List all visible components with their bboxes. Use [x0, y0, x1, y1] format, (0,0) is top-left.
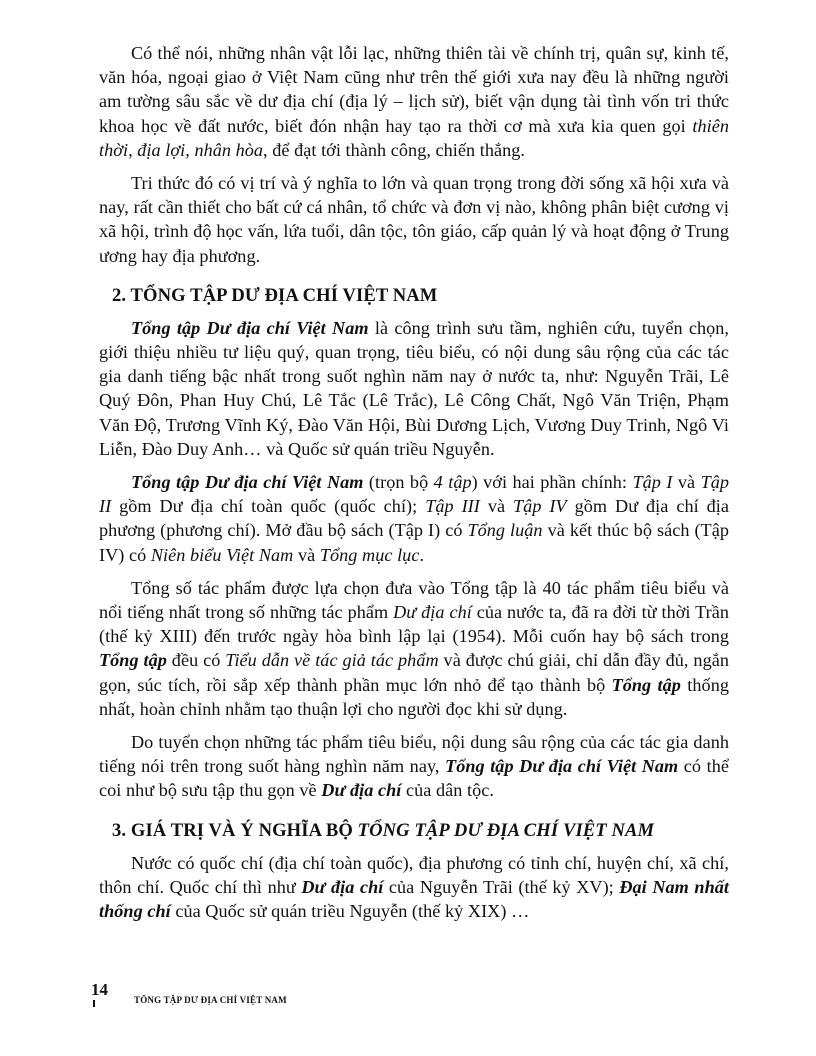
paragraph-tong-tap-collection: [99, 730, 729, 803]
page-footer: [91, 980, 287, 1005]
text-run-normal: của dân tộc.: [401, 780, 494, 801]
text-run-normal: .: [419, 544, 425, 565]
paragraph-tong-tap-intro: [99, 316, 729, 461]
paragraph-quoc-chi: [99, 851, 729, 924]
text-run-bold-italic: Tổng tập Dư địa chí Việt Nam: [131, 472, 364, 493]
text-run-normal: và được chú giải, chỉ dẫn đầy đủ, ngắn gọn, súc tích, rồi sắp xếp thành phần mục lớn nhỏ để tạo thành bộ: [99, 650, 729, 695]
text-run-normal: Nước có quốc chí (địa chí toàn quốc), địa phương có tỉnh chí, huyện chí, xã chí, thôn chí. Quốc chí thì như: [99, 852, 729, 897]
text-run-italic: Dư địa chí: [393, 602, 472, 623]
text-run-normal: , để đạt tới thành công, chiến thắng.: [263, 139, 526, 160]
text-run-normal: Có thể nói, những nhân vật lỗi lạc, những thiên tài về chính trị, quân sự, kinh tế, văn hóa, ngoại giao ở Việt Nam cũng như trên thế giới xưa nay đều là những người am tường sâu sắc về dư địa chí (địa lý – lịch sử), biết vận dụng tài tình vốn tri thức khoa học về đất nước, biết đón nhận hay tạo ra thời cơ mà xưa kia quen gọi: [99, 43, 729, 136]
text-run-normal: và: [479, 496, 514, 517]
text-run-normal: của Quốc sử quán triều Nguyễn (thế kỷ XIX) …: [170, 901, 530, 922]
text-run-bold-italic: Tổng tập: [99, 650, 167, 671]
text-run-bold-italic: Tổng tập Dư địa chí Việt Nam: [131, 317, 369, 338]
text-run-bold-italic: Dư địa chí: [321, 780, 402, 801]
text-run-normal: Do tuyển chọn những tác phẩm tiêu biểu, nội dung sâu rộng của các tác gia danh tiếng nói trên trong suốt hàng nghìn năm nay,: [99, 732, 729, 777]
text-run-normal: của Nguyễn Trãi (thế kỷ XV);: [383, 876, 620, 897]
text-run-normal: Tri thức đó có vị trí và ý nghĩa to lớn và quan trọng trong đời sống xã hội xưa và nay, rất cần thiết cho bất cứ cá nhân, tổ chức và đơn vị nào, không phân biệt cương vị xã hội, trình độ học vấn, lứa tuổi, dân tộc, tôn giáo, cấp quản lý và hoạt động ở Trung ương hay địa phương.: [99, 173, 729, 266]
section-3-heading-italic: TỔNG TẬP DƯ ĐỊA CHÍ VIỆT NAM: [357, 819, 655, 841]
text-run-italic: Tập IV: [513, 496, 567, 517]
text-run-normal: của nước ta, đã ra đời từ thời Trần (thế kỷ XIII) đến trước ngày hòa bình lập lại (1954). Mỗi cuốn hay bộ sách trong: [99, 602, 729, 647]
text-run-italic: Tổng mục lục: [319, 544, 420, 565]
paragraph-tong-tap-works: [99, 576, 729, 721]
section-3-heading: [112, 819, 729, 843]
text-run-italic: Tập II: [99, 472, 730, 517]
page-number-tick: [93, 1000, 95, 1007]
text-run-normal: đều có: [166, 650, 226, 671]
text-run-normal: ) với hai phần chính:: [471, 472, 633, 493]
paragraph-tong-tap-volumes: [99, 470, 729, 567]
running-title: TỔNG TẬP DƯ ĐỊA CHÍ VIỆT NAM: [134, 995, 287, 1005]
text-run-bold-italic: Tổng tập Dư địa chí Việt Nam: [445, 756, 679, 777]
page-number-text: 14: [91, 980, 108, 999]
text-run-normal: và kết thúc bộ sách (Tập IV) có: [99, 520, 729, 565]
text-run-italic: Tập III: [425, 496, 480, 517]
text-run-normal: gồm Dư địa chí địa phương (phương chí). Mở đầu bộ sách (Tập I) có: [99, 496, 729, 541]
text-run-bold-italic: Đại Nam nhất thống chí: [99, 876, 729, 922]
text-run-normal: và: [293, 544, 320, 565]
text-run-bold-italic: Dư địa chí: [301, 876, 384, 897]
text-run-normal: gồm Dư địa chí toàn quốc (quốc chí);: [111, 496, 426, 517]
text-run-normal: là công trình sưu tầm, nghiên cứu, tuyển chọn, giới thiệu nhiều tư liệu quý, quan trọng, tiêu biểu, có nội dung sâu rộng của các tác gia danh tiếng bậc nhất trong suốt nghìn năm nay ở nước ta, như: Nguyễn Trãi, Lê Quý Đôn, Phan Huy Chú, Lê Tắc (Lê Trắc), Lê Công Chất, Ngô Văn Triện, Phạm Văn Độ, Trương Vĩnh Ký, Đào Văn Hội, Bùi Dương Lịch, Vương Duy Trinh, Ngô Vi Liễn, Đào Duy Anh… và Quốc sử quán triều Nguyễn.: [99, 317, 730, 459]
page-body: [99, 41, 729, 932]
text-run-italic: thiên thời, địa lợi, nhân hòa: [99, 115, 729, 160]
text-run-italic: Tiểu dẫn về tác giả tác phẩm: [225, 650, 439, 671]
text-run-normal: (trọn bộ: [363, 472, 434, 493]
text-run-italic: Niên biểu Việt Nam: [150, 544, 294, 565]
text-run-italic: 4 tập: [433, 472, 472, 493]
text-run-normal: có thể coi như bộ sưu tập thu gọn về: [99, 756, 729, 801]
text-run-normal: và: [672, 472, 701, 493]
paragraph-knowledge: [99, 171, 729, 268]
page-number: [91, 981, 108, 998]
text-run-italic: Tổng luận: [467, 520, 543, 541]
text-run-italic: Tập I: [632, 472, 673, 493]
text-run-normal: Tổng số tác phẩm được lựa chọn đưa vào Tổng tập là 40 tác phẩm tiêu biểu và nổi tiếng nhất trong số những tác phẩm: [99, 577, 729, 623]
text-run-normal: thống nhất, hoàn chỉnh nhằm tạo thuận lợi cho người đọc khi sử dụng.: [99, 674, 729, 719]
section-2-heading: 2. TỔNG TẬP DƯ ĐỊA CHÍ VIỆT NAM: [112, 284, 438, 306]
section-3-heading-prefix: 3. GIÁ TRỊ VÀ Ý NGHĨA BỘ: [112, 819, 358, 841]
paragraph-intro: [99, 41, 729, 162]
text-run-bold-italic: Tổng tập: [611, 674, 681, 695]
